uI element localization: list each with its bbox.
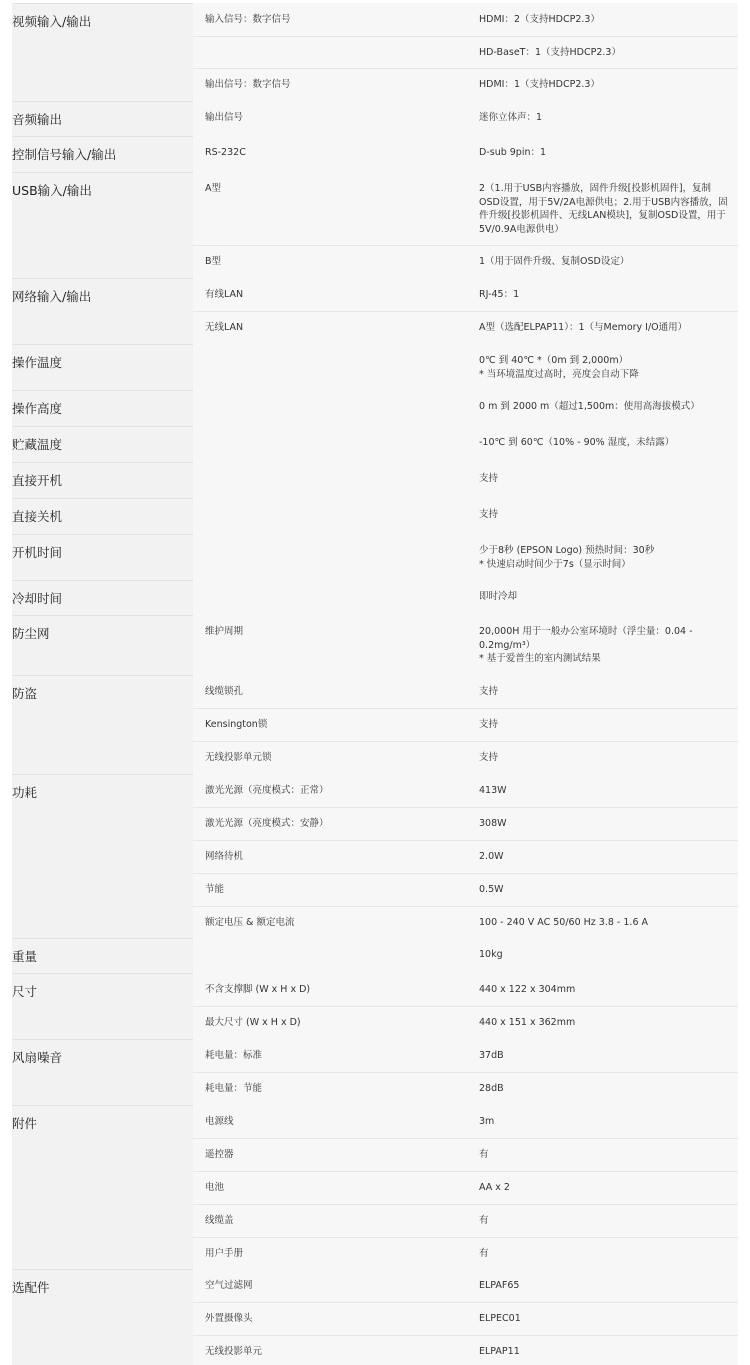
spec-value-text: 迷你立体声：1 [479, 112, 543, 123]
spec-name: 耗电量：标准 [205, 1050, 263, 1061]
spec-value [479, 288, 729, 302]
spec-value [479, 1049, 729, 1063]
spec-value-text: 0 m 到 2000 m（超过1,500m：使用高海拔模式） [479, 401, 700, 412]
spec-name: 无线投影单元 [205, 1346, 263, 1357]
spec-name: 额定电压 & 额定电流 [205, 917, 295, 928]
spec-name: 无线投影单元锁 [205, 752, 272, 763]
spec-value [479, 948, 729, 962]
spec-value [479, 1082, 729, 1096]
spec-value-text: 1（用于固件升级、复制OSD设定） [479, 256, 630, 267]
spec-value [479, 1148, 729, 1162]
spec-value-text: 有 [479, 1215, 489, 1226]
spec-name: 维护周期 [205, 626, 244, 637]
spec-value [479, 784, 729, 798]
spec-name: 线缆盖 [205, 1215, 234, 1226]
spec-category: 贮藏温度 [12, 437, 63, 452]
spec-value [479, 916, 729, 930]
spec-category: 视频输入/输出 [12, 14, 92, 29]
spec-value [479, 685, 729, 699]
spec-name: 耗电量：节能 [205, 1083, 263, 1094]
spec-value-text: 支持 [479, 473, 499, 484]
spec-category: 操作高度 [12, 401, 63, 416]
spec-name: 外置摄像头 [205, 1313, 253, 1324]
spec-value-text: 2（1.用于USB内容播放，固件升级[投影机固件]，复制OSD设置，用于5V/2A电源供电；2.用于USB内容播放，固件升级[投影机固件、无线LAN模块]，复制OSD设置，用于5V/0.9A电源供电） [479, 183, 728, 235]
spec-value [479, 1181, 729, 1195]
spec-category: 附件 [12, 1116, 38, 1131]
spec-category: USB输入/输出 [12, 183, 92, 198]
spec-value-text: 100 - 240 V AC 50/60 Hz 3.8 - 1.6 A [479, 917, 649, 928]
spec-value-text: 37dB [479, 1050, 504, 1061]
spec-name: Kensington锁 [205, 719, 268, 730]
spec-value-text: 413W [479, 785, 507, 796]
spec-value-text: 有 [479, 1248, 489, 1259]
spec-footnote: * 快速启动时间少于7s（显示时间） [479, 558, 631, 570]
spec-value-text: ELPAF65 [479, 1280, 520, 1291]
spec-value-text: 支持 [479, 686, 499, 697]
spec-name: 用户手册 [205, 1248, 244, 1259]
spec-category: 重量 [12, 949, 38, 964]
spec-value-text: ELPEC01 [479, 1313, 521, 1324]
spec-value-text: 2.0W [479, 851, 504, 862]
spec-category: 开机时间 [12, 545, 63, 560]
spec-name: 输入信号：数字信号 [205, 14, 291, 25]
spec-value-text: -10℃ 到 60℃（10% - 90% 湿度，未结露） [479, 437, 675, 448]
spec-value-text: 20,000H 用于一般办公室环境时（浮尘量：0.04 - 0.2mg/m³） [479, 626, 693, 651]
spec-category: 冷却时间 [12, 591, 63, 606]
spec-value [479, 817, 729, 831]
spec-value [479, 400, 729, 414]
spec-value [479, 1279, 729, 1293]
spec-name: 线缆锁孔 [205, 686, 244, 697]
spec-name: 无线LAN [205, 322, 244, 333]
spec-name: 空气过滤网 [205, 1280, 253, 1291]
spec-category: 直接关机 [12, 509, 63, 524]
spec-value-text: 支持 [479, 509, 499, 520]
spec-value [479, 436, 729, 450]
spec-category: 防盗 [12, 686, 38, 701]
spec-value-text: 0.5W [479, 884, 504, 895]
spec-name: 激光光源（亮度模式：正常） [205, 785, 329, 796]
spec-name: 电源线 [205, 1116, 234, 1127]
spec-name: B型 [205, 256, 222, 267]
spec-value [479, 111, 729, 125]
spec-value [479, 1247, 729, 1261]
spec-name: 不含支撑脚 (W x H x D) [205, 984, 311, 995]
spec-name: 网络待机 [205, 851, 244, 862]
spec-category: 控制信号输入/输出 [12, 147, 117, 162]
spec-value [479, 146, 729, 160]
spec-value-text: 少于8秒 (EPSON Logo) 预热时间：30秒 [479, 545, 655, 556]
spec-value [479, 255, 729, 269]
spec-name: 激光光源（亮度模式：安静） [205, 818, 329, 829]
spec-value-text: A型（选配ELPAP11）：1（与Memory I/O通用） [479, 322, 688, 333]
spec-category: 操作温度 [12, 355, 63, 370]
spec-value [479, 508, 729, 522]
spec-value-text: 支持 [479, 719, 499, 730]
spec-value [479, 78, 729, 92]
spec-category: 尺寸 [12, 984, 38, 999]
spec-value-text: 308W [479, 818, 507, 829]
spec-name: 遥控器 [205, 1149, 234, 1160]
spec-category: 网络输入/输出 [12, 289, 92, 304]
spec-value [479, 590, 729, 604]
spec-name: 最大尺寸 (W x H x D) [205, 1017, 301, 1028]
spec-category: 直接开机 [12, 473, 63, 488]
spec-value-text: HDMI：1（支持HDCP2.3） [479, 79, 600, 90]
spec-category: 选配件 [12, 1280, 50, 1295]
spec-value [479, 321, 729, 335]
spec-value-text: 有 [479, 1149, 489, 1160]
spec-name: RS-232C [205, 147, 246, 158]
spec-value-text: 28dB [479, 1083, 504, 1094]
spec-value-text: 即时冷却 [479, 591, 518, 602]
spec-value [479, 354, 729, 381]
spec-name: 输出信号：数字信号 [205, 79, 291, 90]
spec-value-text: HDMI：2（支持HDCP2.3） [479, 14, 600, 25]
spec-value [479, 1115, 729, 1129]
spec-category: 风扇噪音 [12, 1050, 63, 1065]
spec-value [479, 1312, 729, 1326]
spec-value-text: 440 x 122 x 304mm [479, 984, 576, 995]
spec-name: A型 [205, 183, 221, 194]
spec-value [479, 1016, 729, 1030]
spec-footnote: * 基于爱普生的室内测试结果 [479, 653, 601, 664]
spec-footnote: * 当环境温度过高时，亮度会自动下降 [479, 368, 639, 380]
spec-value [479, 472, 729, 486]
spec-value [479, 625, 729, 666]
spec-category: 功耗 [12, 785, 38, 800]
spec-name: 节能 [205, 884, 225, 895]
spec-value [479, 182, 729, 236]
spec-value [479, 544, 729, 571]
spec-value-text: 0℃ 到 40℃ *（0m 到 2,000m） [479, 355, 629, 366]
spec-value-text: HD-BaseT：1（支持HDCP2.3） [479, 47, 621, 58]
spec-category: 防尘网 [12, 626, 50, 641]
spec-value [479, 1214, 729, 1228]
spec-name: 电池 [205, 1182, 225, 1193]
spec-value-text: 3m [479, 1116, 495, 1127]
spec-value [479, 718, 729, 732]
spec-value [479, 46, 729, 60]
spec-value [479, 1345, 729, 1359]
spec-value-text: AA x 2 [479, 1182, 510, 1193]
spec-value-text: 10kg [479, 949, 503, 960]
spec-value [479, 883, 729, 897]
spec-value [479, 983, 729, 997]
spec-value [479, 751, 729, 765]
spec-value-text: ELPAP11 [479, 1346, 520, 1357]
spec-name: 有线LAN [205, 289, 244, 300]
spec-category: 音频输出 [12, 112, 63, 127]
spec-value [479, 850, 729, 864]
spec-value-text: 440 x 151 x 362mm [479, 1017, 576, 1028]
spec-value-text: D-sub 9pin：1 [479, 147, 547, 158]
spec-value-text: 支持 [479, 752, 499, 763]
spec-value-text: RJ-45：1 [479, 289, 520, 300]
spec-name: 输出信号 [205, 112, 244, 123]
spec-value [479, 13, 729, 27]
